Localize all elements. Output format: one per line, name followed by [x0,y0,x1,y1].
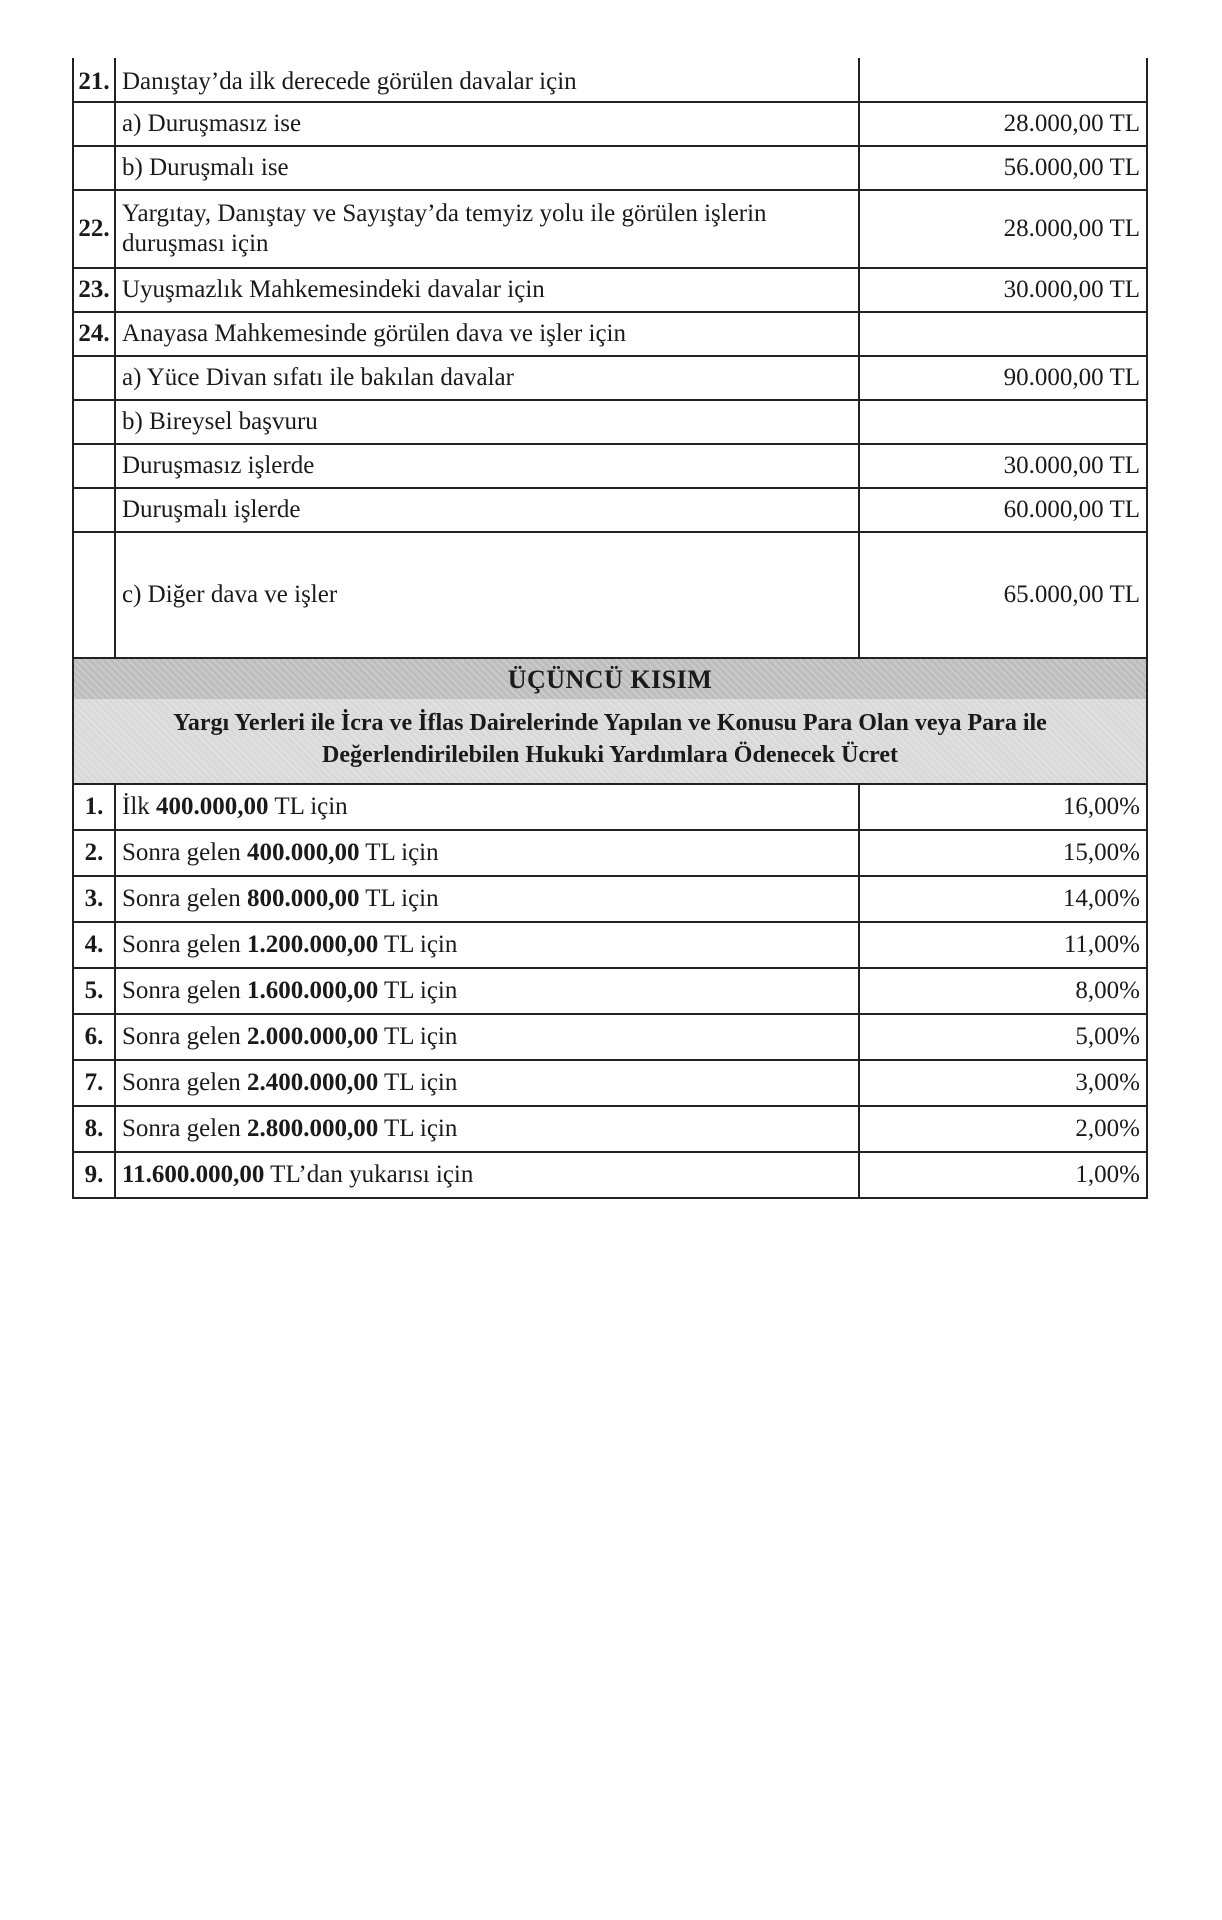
row-number: 22. [73,190,115,268]
row-number: 21. [73,58,115,102]
row-description [115,1014,859,1060]
table-row [73,1106,1147,1152]
table-row [73,488,1147,532]
row-number: 6. [73,1014,115,1060]
section-title-line: Değerlendirilebilen Hukuki Yardımlara Ödenecek Ücret [322,742,898,768]
table-row [73,968,1147,1014]
table-row [73,532,1147,658]
row-rate: 14,00% [859,876,1147,922]
desc-suffix: TL için [378,977,458,1004]
row-amount [859,400,1147,444]
row-rate: 11,00% [859,922,1147,968]
table-row [73,830,1147,876]
row-rate: 16,00% [859,784,1147,830]
row-description: Danıştay’da ilk derecede görülen davalar için [115,58,859,102]
table-row [73,190,1147,268]
table-row [73,922,1147,968]
row-description [115,922,859,968]
threshold-amount: 1.600.000,00 [246,977,379,1004]
row-number: 23. [73,268,115,312]
row-rate: 2,00% [859,1106,1147,1152]
row-number: 8. [73,1106,115,1152]
row-description: Uyuşmazlık Mahkemesindeki davalar için [115,268,859,312]
threshold-amount: 400.000,00 [156,793,269,820]
row-rate: 3,00% [859,1060,1147,1106]
row-number [73,146,115,190]
row-number: 4. [73,922,115,968]
row-number: 3. [73,876,115,922]
row-number [73,400,115,444]
desc-prefix: Sonra gelen [122,839,247,866]
desc-suffix: TL için [378,1069,458,1096]
threshold-amount: 800.000,00 [246,885,360,912]
row-number [73,102,115,146]
desc-prefix: Sonra gelen [122,977,247,1004]
threshold-amount: 11.600.000,00 [122,1161,265,1188]
row-number: 24. [73,312,115,356]
threshold-amount: 400.000,00 [246,839,360,866]
row-description: Duruşmasız işlerde [115,444,859,488]
desc-suffix: TL için [359,885,439,912]
threshold-amount: 2.800.000,00 [246,1115,379,1142]
table-row [73,876,1147,922]
desc-suffix: TL için [378,1115,458,1142]
part-three-table [72,783,1148,1199]
row-description: Duruşmalı işlerde [115,488,859,532]
table-row [73,444,1147,488]
row-description: Anayasa Mahkemesinde görülen dava ve işler için [115,312,859,356]
row-description [115,830,859,876]
row-number: 5. [73,968,115,1014]
desc-prefix: Sonra gelen [122,1023,247,1050]
threshold-amount: 2.400.000,00 [246,1069,379,1096]
row-description [115,1106,859,1152]
desc-prefix: Sonra gelen [122,885,247,912]
desc-suffix: TL için [359,839,439,866]
row-amount [859,58,1147,102]
section-title [72,699,1148,783]
table-row [73,400,1147,444]
row-description: c) Diğer dava ve işler [115,532,859,658]
row-description: b) Bireysel başvuru [115,400,859,444]
row-rate: 8,00% [859,968,1147,1014]
row-rate: 5,00% [859,1014,1147,1060]
desc-suffix: TL için [378,1023,458,1050]
row-amount: 56.000,00 TL [859,146,1147,190]
table-row [73,312,1147,356]
row-number: 1. [73,784,115,830]
section-heading: ÜÇÜNCÜ KISIM [72,659,1148,699]
section-title-line: Yargı Yerleri ile İcra ve İflas Dairelerinde Yapılan ve Konusu Para Olan veya Para ile [173,710,1047,736]
row-amount: 60.000,00 TL [859,488,1147,532]
desc-suffix: TL’dan yukarısı için [264,1161,474,1188]
row-description [115,1152,859,1198]
desc-suffix: TL için [268,793,348,820]
row-amount [859,312,1147,356]
table-row [73,1014,1147,1060]
table-row [73,146,1147,190]
table-row [73,1060,1147,1106]
table-row [73,356,1147,400]
desc-suffix: TL için [378,931,458,958]
row-number: 9. [73,1152,115,1198]
row-amount: 30.000,00 TL [859,268,1147,312]
row-amount: 28.000,00 TL [859,190,1147,268]
desc-prefix: İlk [122,793,157,820]
desc-prefix: Sonra gelen [122,1069,247,1096]
row-description: a) Yüce Divan sıfatı ile bakılan davalar [115,356,859,400]
row-description [115,968,859,1014]
row-amount: 28.000,00 TL [859,102,1147,146]
row-description: a) Duruşmasız ise [115,102,859,146]
threshold-amount: 1.200.000,00 [246,931,379,958]
row-amount: 30.000,00 TL [859,444,1147,488]
row-description: b) Duruşmalı ise [115,146,859,190]
row-description [115,784,859,830]
row-description [115,1060,859,1106]
table-row [73,784,1147,830]
row-description: Yargıtay, Danıştay ve Sayıştay’da temyiz yolu ile görülen işlerin duruşması için [115,190,859,268]
tariff-page [72,58,1148,1199]
row-number: 2. [73,830,115,876]
table-row [73,268,1147,312]
row-number [73,488,115,532]
row-number: 7. [73,1060,115,1106]
desc-prefix: Sonra gelen [122,1115,247,1142]
desc-prefix: Sonra gelen [122,931,247,958]
row-amount: 65.000,00 TL [859,532,1147,658]
part-two-table [72,58,1148,659]
row-amount: 90.000,00 TL [859,356,1147,400]
row-description [115,876,859,922]
row-rate: 15,00% [859,830,1147,876]
table-row [73,102,1147,146]
row-number [73,356,115,400]
row-number [73,444,115,488]
threshold-amount: 2.000.000,00 [246,1023,379,1050]
row-number [73,532,115,658]
row-rate: 1,00% [859,1152,1147,1198]
table-row [73,58,1147,102]
table-row [73,1152,1147,1198]
